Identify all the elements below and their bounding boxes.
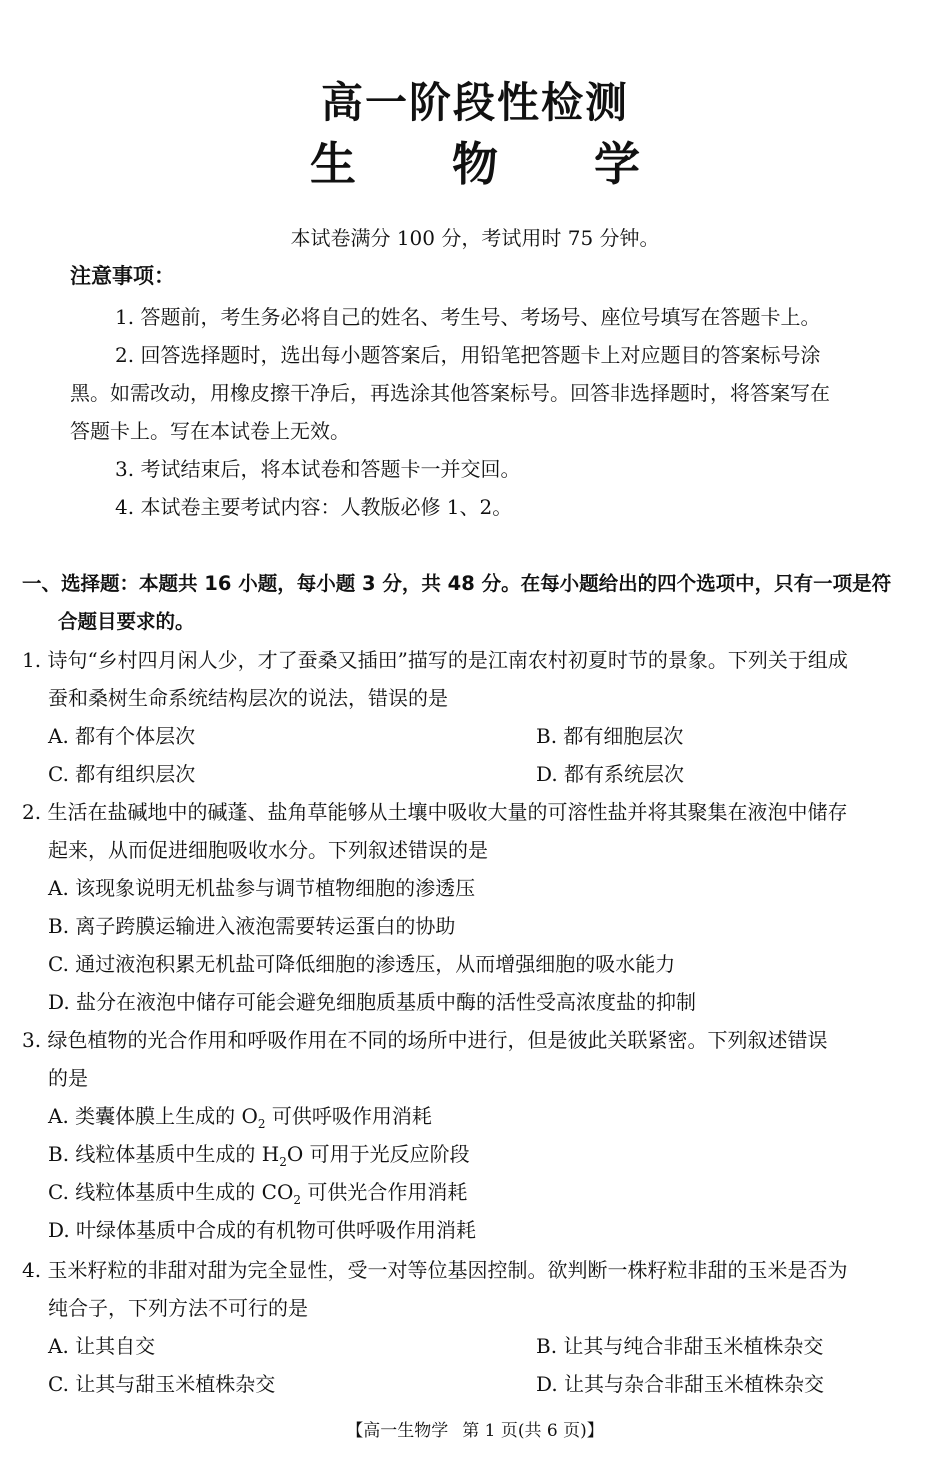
exam-title: 高一阶段性检测 xyxy=(320,78,629,127)
question-4-stem: 4. 玉米籽粒的非甜对甜为完全显性，受一对等位基因控制。欲判断一株籽粒非甜的玉米是否为 xyxy=(22,1258,848,1282)
question-1-option-b: B. 都有细胞层次 xyxy=(536,724,684,748)
notice-line: 1. 答题前，考生务必将自己的姓名、考生号、考场号、座位号填写在答题卡上。 xyxy=(115,305,821,329)
question-1-stem: 1. 诗句“乡村四月闲人少，才了蚕桑又插田”描写的是江南农村初夏时节的景象。下列关于组成 xyxy=(22,648,848,672)
question-2-stem-cont: 起来，从而促进细胞吸收水分。下列叙述错误的是 xyxy=(48,838,488,862)
notice-line: 黑。如需改动，用橡皮擦干净后，再选涂其他答案标号。回答非选择题时，将答案写在 xyxy=(70,381,830,405)
question-2-option-c: C. 通过液泡积累无机盐可降低细胞的渗透压，从而增强细胞的吸水能力 xyxy=(48,952,676,976)
notice-line: 2. 回答选择题时，选出每小题答案后，用铅笔把答题卡上对应题目的答案标号涂 xyxy=(115,343,821,367)
question-4-option-a: A. 让其自交 xyxy=(48,1334,156,1358)
notice-heading: 注意事项： xyxy=(70,264,175,288)
question-4-option-d: D. 让其与杂合非甜玉米植株杂交 xyxy=(536,1372,825,1396)
section-heading: 一、选择题：本题共 16 小题，每小题 3 分，共 48 分。在每小题给出的四个选项中，只有一项是符 xyxy=(22,572,892,595)
notice-line: 4. 本试卷主要考试内容：人教版必修 1、2。 xyxy=(115,495,513,519)
subject-title: 生 物 学 xyxy=(309,137,681,191)
question-4-option-b: B. 让其与纯合非甜玉米植株杂交 xyxy=(536,1334,824,1358)
question-4-option-c: C. 让其与甜玉米植株杂交 xyxy=(48,1372,276,1396)
notice-line: 答题卡上。写在本试卷上无效。 xyxy=(70,419,350,443)
question-4-stem-cont: 纯合子，下列方法不可行的是 xyxy=(48,1296,308,1320)
question-3-stem-cont: 的是 xyxy=(48,1066,88,1090)
question-1-option-a: A. 都有个体层次 xyxy=(48,724,196,748)
question-1-option-c: C. 都有组织层次 xyxy=(48,762,196,786)
footer-bracket-right: 】 xyxy=(586,1421,604,1441)
footer-subject: 高一生物学 xyxy=(363,1421,449,1441)
question-1-option-d: D. 都有系统层次 xyxy=(536,762,685,786)
section-heading-cont: 合题目要求的。 xyxy=(58,610,195,633)
footer-bracket-left: 【 xyxy=(346,1421,364,1441)
question-1-stem-cont: 蚕和桑树生命系统结构层次的说法，错误的是 xyxy=(48,686,448,710)
question-2-option-a: A. 该现象说明无机盐参与调节植物细胞的渗透压 xyxy=(48,876,476,900)
question-3-option-d: D. 叶绿体基质中合成的有机物可供呼吸作用消耗 xyxy=(48,1218,477,1242)
exam-info: 本试卷满分 100 分，考试用时 75 分钟。 xyxy=(290,226,660,250)
question-3-option-c: C. 线粒体基质中生成的 $CO_2$ 可供光合作用消耗 xyxy=(48,1180,468,1207)
question-2-option-d: D. 盐分在液泡中储存可能会避免细胞质基质中酶的活性受高浓度盐的抑制 xyxy=(48,990,697,1014)
question-2-option-b: B. 离子跨膜运输进入液泡需要转运蛋白的协助 xyxy=(48,914,456,938)
page-footer xyxy=(0,1416,950,1441)
footer-page-number: 第 1 页(共 6 页) xyxy=(462,1421,587,1441)
question-2-stem: 2. 生活在盐碱地中的碱蓬、盐角草能够从土壤中吸收大量的可溶性盐并将其聚集在液泡中储存 xyxy=(22,800,848,824)
question-3-option-a: A. 类囊体膜上生成的 $O_2$ 可供呼吸作用消耗 xyxy=(48,1104,432,1131)
question-3-stem: 3. 绿色植物的光合作用和呼吸作用在不同的场所中进行，但是彼此关联紧密。下列叙述错误 xyxy=(22,1028,828,1052)
question-3-option-b: B. 线粒体基质中生成的 $H_2O$ 可用于光反应阶段 xyxy=(48,1142,470,1169)
notice-line: 3. 考试结束后，将本试卷和答题卡一并交回。 xyxy=(115,457,521,481)
